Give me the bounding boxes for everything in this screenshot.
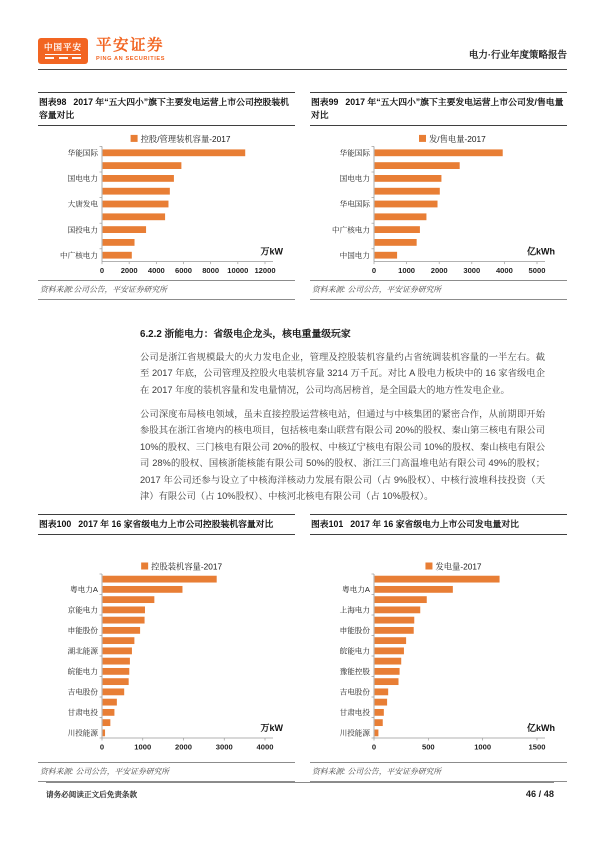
- page-body: [38, 92, 567, 780]
- figure-98-source: 资料来源:公司公告，平安证券研究所: [38, 280, 295, 300]
- x-tick-label: 2000: [430, 266, 448, 276]
- paragraph-1: 公司是浙江省规模最大的火力发电企业，管理及控股装机容量约占省统调装机容量的一半左右。截至 2017 年底，公司管理及控股火电装机容量 3214 万千瓦。对比 A 股电力板块中的 16 家省级电企在 2017 年度的装机容量和发电量情况，公司均高居榜首，是全国最大的地方性发电企业。: [140, 352, 545, 395]
- bar: [103, 607, 145, 614]
- bar: [375, 689, 389, 696]
- category-label: 华电国际: [339, 199, 370, 209]
- axis-unit-label: 万kW: [260, 723, 283, 734]
- category-label: 皖能电力: [67, 667, 98, 677]
- figure-98-title-text: 2017 年“五大四小”旗下主要发电运营上市公司控股装机容量对比: [39, 96, 289, 120]
- bar: [375, 162, 460, 169]
- bar: [375, 239, 417, 246]
- brand-name-cn: 平安证券: [96, 37, 165, 54]
- figure-101-source: 资料来源: 公司公告，平安证券研究所: [310, 762, 567, 782]
- category-label: 申能股份: [339, 626, 370, 636]
- axis-unit-label: 亿kWh: [527, 246, 555, 257]
- bar: [103, 719, 111, 726]
- bar: [375, 175, 442, 182]
- legend-swatch: [131, 135, 138, 142]
- bar: [375, 226, 420, 233]
- chart-canvas: [38, 132, 295, 278]
- bar: [103, 658, 130, 665]
- category-label: 吉电股份: [67, 687, 98, 697]
- category-label: 华能国际: [339, 148, 370, 158]
- figure-100: [38, 514, 295, 780]
- figure-row-top: [38, 92, 567, 298]
- x-tick-label: 0: [99, 742, 105, 752]
- bar: [103, 252, 132, 259]
- category-label: 中广核电力: [332, 225, 370, 235]
- pingan-logo-mark: [38, 38, 88, 64]
- bar: [103, 149, 246, 156]
- legend-label: 发电量-2017: [435, 561, 482, 572]
- legend-swatch: [141, 563, 148, 570]
- page-header: [38, 38, 567, 70]
- x-tick-label: 1000: [474, 742, 492, 752]
- bar: [375, 188, 440, 195]
- legend-label: 控股/管理装机容量-2017: [140, 134, 231, 145]
- bar: [103, 709, 115, 716]
- category-label: 豫能控股: [339, 667, 370, 677]
- bar: [103, 648, 132, 655]
- category-label: 吉电股份: [339, 687, 370, 697]
- category-label: 上海电力: [339, 605, 370, 615]
- bar: [103, 175, 174, 182]
- bar: [103, 617, 145, 624]
- bar: [103, 637, 135, 644]
- x-tick-label: 5000: [528, 266, 546, 276]
- logo-text: 中国平安: [43, 42, 82, 53]
- figure-row-bottom: [38, 514, 567, 780]
- bar: [103, 678, 129, 685]
- x-tick-label: 8000: [202, 266, 220, 276]
- figure-100-title: [38, 514, 295, 535]
- x-tick-label: 4000: [256, 742, 274, 752]
- footer-disclaimer: 请务必阅读正文后免责条款: [46, 790, 138, 799]
- category-label: 湖北能源: [67, 646, 98, 656]
- legend-swatch: [425, 563, 432, 570]
- bar: [375, 627, 414, 634]
- x-tick-label: 3000: [215, 742, 233, 752]
- paragraph-2: 公司深度布局核电领域，虽未直接控股运营核电站，但通过与中核集团的紧密合作，从前期即开始参股其在浙江省境内的核电项目，包括核电秦山联营有限公司 20%的股权、秦山第三核电有限公司 10%的股权、三门核电有限公司 20%的股权、中核辽宁核电有限公司 10%的股权、秦山核电有限公司 28%的股权、国核浙能核能有限公司 50%的股权、浙江三门高温堆电站有限公司 49%的股权；2017 年公司还参与设立了中核海洋核动力发展有限公司（占 9%股权）、中核行波堆科技投资（天津）有限公司（占 10%股权）、中核河北核电有限公司（占 10%股权）。: [140, 409, 545, 501]
- bar: [103, 699, 117, 706]
- bar: [375, 658, 402, 665]
- brand-block: [96, 38, 165, 62]
- logo-subtext-dashes: [45, 54, 81, 59]
- bar: [375, 709, 384, 716]
- category-label: 国电电力: [67, 174, 98, 184]
- figure-99-title-text: 2017 年“五大四小”旗下主要发电运营上市公司发/售电量对比: [311, 96, 564, 120]
- bar: [375, 213, 427, 220]
- category-label: 甘肃电投: [67, 708, 98, 718]
- bar: [103, 586, 183, 593]
- bar: [103, 689, 125, 696]
- category-label: 甘肃电投: [339, 708, 370, 718]
- category-label: 申能股份: [67, 626, 98, 636]
- bar-chart-101: [310, 560, 567, 759]
- x-tick-label: 0: [371, 742, 377, 752]
- bar: [375, 586, 453, 593]
- figure-100-source: 资料来源: 公司公告，平安证券研究所: [38, 762, 295, 782]
- chart-canvas: [310, 132, 567, 278]
- bar: [375, 596, 427, 603]
- x-tick-label: 6000: [175, 266, 192, 276]
- bar: [375, 648, 404, 655]
- bar: [103, 596, 155, 603]
- category-label: 国投电力: [67, 225, 98, 235]
- figure-100-label: 图表100: [39, 518, 72, 529]
- bar-chart-100: [38, 560, 295, 759]
- bar: [375, 201, 438, 208]
- figure-98: [38, 92, 295, 298]
- category-label: 川投能源: [339, 728, 370, 738]
- bar: [375, 730, 379, 737]
- bar-chart-99: [310, 132, 567, 283]
- category-label: 川投能源: [67, 728, 98, 738]
- x-tick-label: 0: [371, 266, 377, 276]
- figure-101-title: [310, 514, 567, 535]
- legend-label: 控股装机容量-2017: [151, 561, 223, 572]
- section-heading: 6.2.2 浙能电力：省级电企龙头，核电重量级玩家: [140, 329, 351, 340]
- figure-100-title-text: 2017 年 16 家省级电力上市公司控股装机容量对比: [78, 518, 274, 529]
- bar: [375, 576, 500, 583]
- bar: [103, 668, 130, 675]
- bar: [375, 699, 387, 706]
- category-label: 华能国际: [67, 148, 98, 158]
- category-label: 粤电力A: [342, 585, 370, 595]
- bar: [375, 607, 421, 614]
- category-label: 粤电力A: [70, 585, 98, 595]
- bar: [103, 162, 182, 169]
- category-label: 国电电力: [339, 174, 370, 184]
- figure-101: [310, 514, 567, 780]
- bar: [375, 617, 415, 624]
- report-title: 电力·行业年度策略报告: [468, 50, 567, 61]
- bar: [103, 201, 169, 208]
- x-tick-label: 0: [99, 266, 105, 276]
- section-6-2-2: [140, 326, 545, 504]
- bar: [375, 719, 383, 726]
- brand-name-en: PING AN SECURITIES: [96, 55, 166, 62]
- bar: [375, 252, 397, 259]
- axis-unit-label: 亿kWh: [527, 723, 555, 734]
- bar: [103, 627, 140, 634]
- figure-99-label: 图表99: [311, 96, 339, 107]
- figure-101-title-text: 2017 年 16 家省级电力上市公司发电量对比: [350, 518, 519, 529]
- x-tick-label: 500: [421, 742, 435, 752]
- pingan-logo: [38, 38, 165, 64]
- bar: [103, 188, 170, 195]
- category-label: 中广核电力: [60, 250, 98, 260]
- bar: [375, 678, 399, 685]
- page-footer: [46, 782, 554, 800]
- figure-99-source: 资料来源: 公司公告，平安证券研究所: [310, 280, 567, 300]
- x-tick-label: 2000: [120, 266, 138, 276]
- x-tick-label: 4000: [495, 266, 513, 276]
- page-number: 46 / 48: [525, 789, 554, 799]
- chart-canvas: [310, 560, 567, 754]
- category-label: 京能电力: [67, 605, 98, 615]
- figure-98-title: [38, 92, 295, 126]
- x-tick-label: 12000: [254, 266, 276, 276]
- x-tick-label: 1500: [528, 742, 546, 752]
- legend-swatch: [419, 135, 426, 142]
- figure-98-label: 图表98: [39, 96, 67, 107]
- chart-canvas: [38, 560, 295, 754]
- x-tick-label: 2000: [175, 742, 192, 752]
- figure-101-label: 图表101: [311, 518, 344, 529]
- category-label: 中国电力: [339, 250, 370, 260]
- axis-unit-label: 万kW: [260, 246, 283, 257]
- bar: [103, 730, 105, 737]
- category-label: 皖能电力: [339, 646, 370, 656]
- x-tick-label: 10000: [227, 266, 249, 276]
- bar: [103, 226, 146, 233]
- bar: [103, 576, 217, 583]
- bar: [375, 668, 400, 675]
- x-tick-label: 3000: [463, 266, 481, 276]
- x-tick-label: 4000: [147, 266, 165, 276]
- x-tick-label: 1000: [134, 742, 152, 752]
- figure-99-title: [310, 92, 567, 126]
- bar: [375, 149, 503, 156]
- figure-99: [310, 92, 567, 298]
- legend-label: 发/售电量-2017: [429, 134, 486, 145]
- category-label: 大唐发电: [67, 199, 98, 209]
- x-tick-label: 1000: [398, 266, 416, 276]
- bar: [103, 213, 165, 220]
- bar: [103, 239, 135, 246]
- bar: [375, 637, 407, 644]
- bar-chart-98: [38, 132, 295, 283]
